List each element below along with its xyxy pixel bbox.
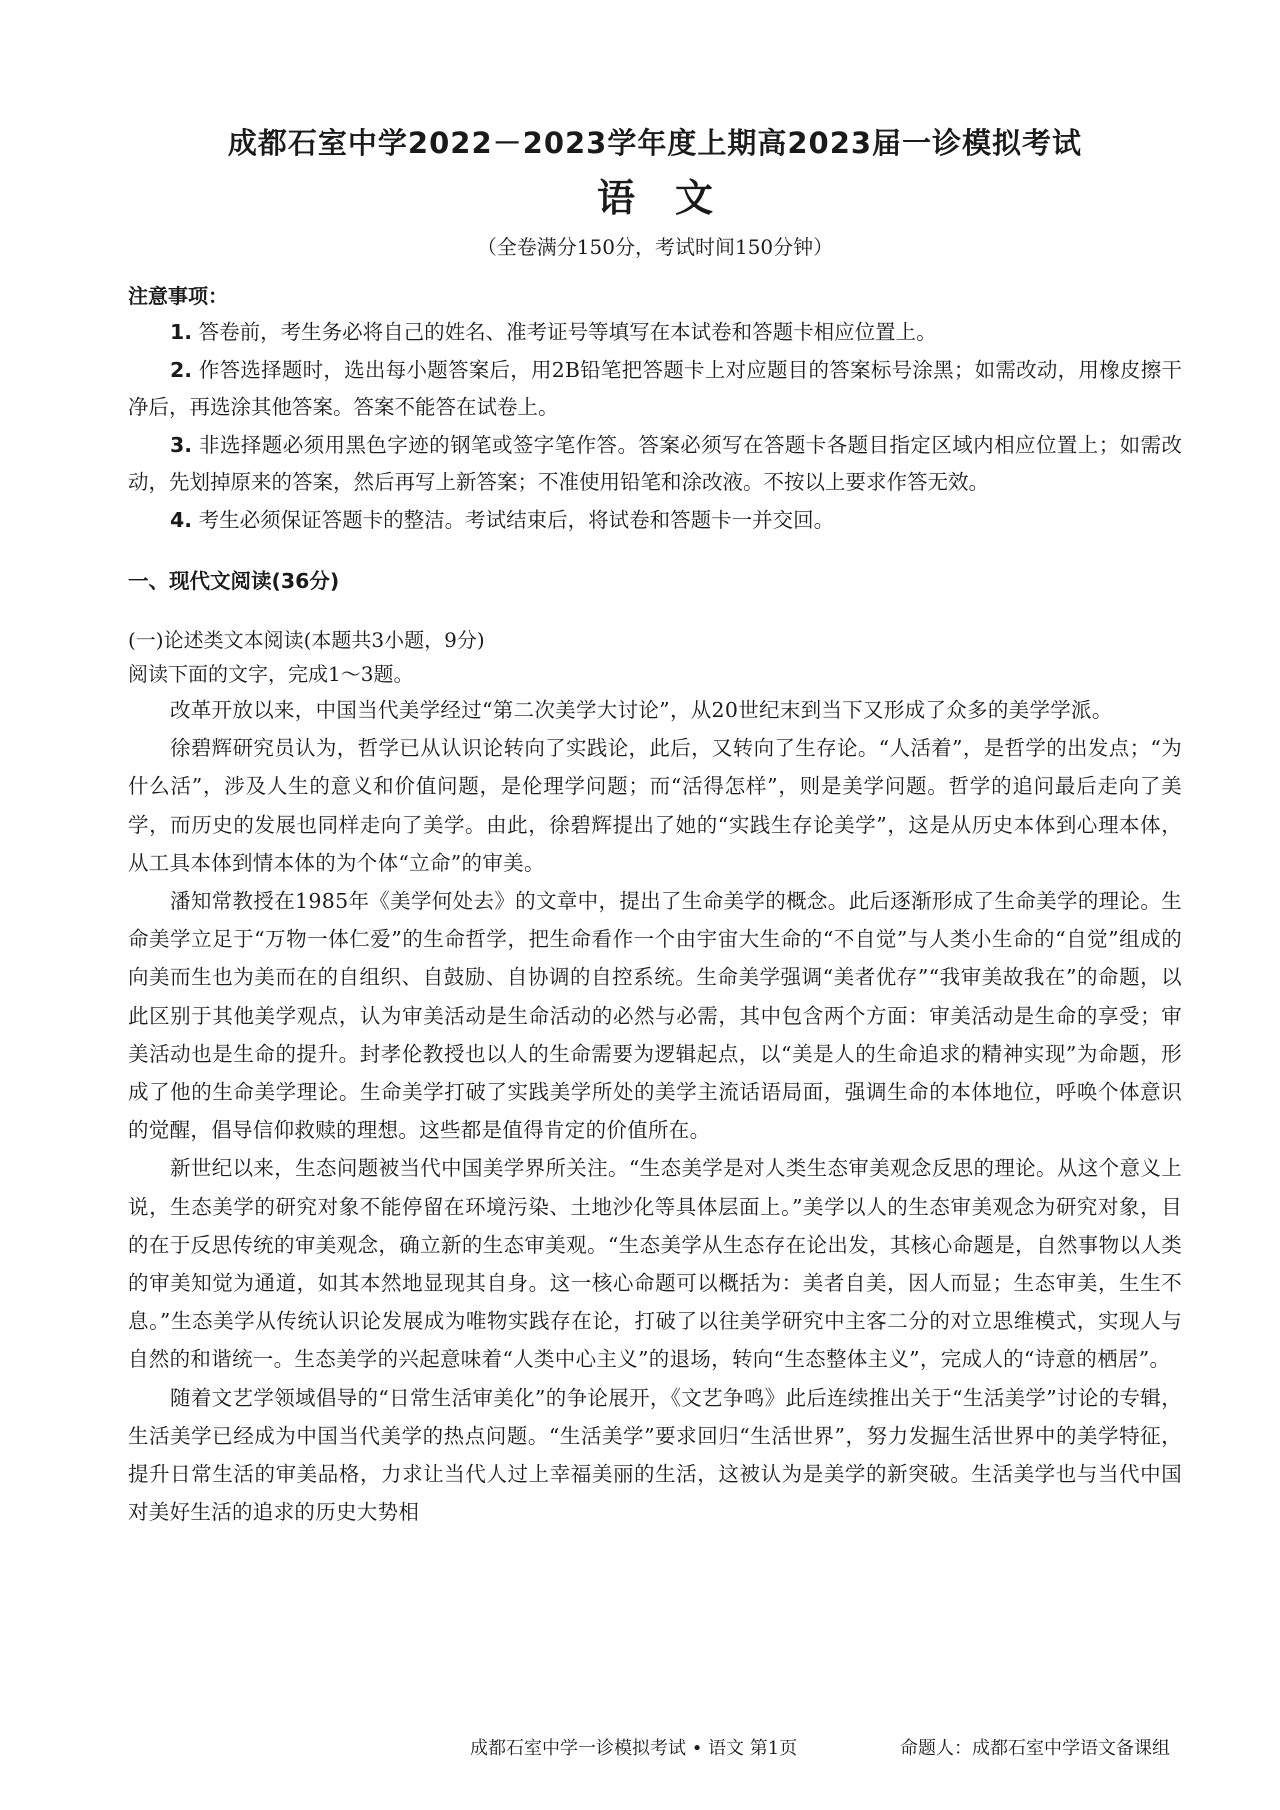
notice-item-text: 作答选择题时，选出每小题答案后，用2B铅笔把答题卡上对应题目的答案标号涂黑；如需改动，用橡皮擦干净后，再选涂其他答案。答案不能答在试卷上。 bbox=[128, 357, 1182, 419]
notice-item-text: 答卷前，考生务必将自己的姓名、准考证号等填写在本试卷和答题卡相应位置上。 bbox=[198, 320, 937, 344]
notice-item-2 bbox=[128, 352, 1182, 427]
notice-item-text: 非选择题必须用黑色字迹的钢笔或签字笔作答。答案必须写在答题卡各题目指定区域内相应位置上；如需改动，先划掉原来的答案，然后再写上新答案；不准使用铅笔和涂改液。不按以上要求作答无效。 bbox=[128, 432, 1182, 494]
notice-item-text: 考生必须保证答题卡的整洁。考试结束后，将试卷和答题卡一并交回。 bbox=[198, 507, 835, 532]
notice-item-number: 1. bbox=[170, 320, 193, 344]
notice-heading: 注意事项： bbox=[128, 284, 228, 308]
sub-section-heading: (一)论述类文本阅读(本题共3小题，9分) bbox=[128, 628, 485, 652]
passage-paragraph: 改革开放以来，中国当代美学经过“第二次美学大讨论”，从20世纪末到当下又形成了众多的美学学派。 bbox=[170, 698, 1113, 722]
notice-item-number: 4. bbox=[170, 507, 193, 532]
notice-item-number: 2. bbox=[170, 357, 193, 382]
exam-title: 成都石室中学2022－2023学年度上期高2023届一诊模拟考试 bbox=[227, 126, 1083, 160]
subject-title: 语文 bbox=[596, 176, 753, 220]
passage-paragraph: 徐碧辉研究员认为，哲学已从认识论转向了实践论，此后，又转向了生存论。“人活着”，是哲学的出发点；“为什么活”，涉及人生的意义和价值问题，是伦理学问题；而“活得怎样”，则是美学问题。哲学的追问最后走向了美学，而历史的发展也同样走向了美学。由此，徐碧辉提出了她的“实践生存论美学”，这是从历史本体到心理本体，从工具本体到情本体的为个体“立命”的审美。 bbox=[128, 736, 1182, 875]
notice-item-number: 3. bbox=[170, 432, 193, 457]
notice-item-1 bbox=[128, 314, 1182, 352]
reading-instruction: 阅读下面的文字，完成1～3题。 bbox=[128, 662, 414, 686]
footer-author: 命题人：成都石室中学语文备课组 bbox=[900, 1738, 1170, 1759]
passage-paragraph: 新世纪以来，生态问题被当代中国美学界所关注。“生态美学是对人类生态审美观念反思的理论。从这个意义上说，生态美学的研究对象不能停留在环境污染、土地沙化等具体层面上。”美学以人的生态审美观念为研究对象，目的在于反思传统的审美观念，确立新的生态审美观。“生态美学从生态存在论出发，其核心命题是，自然事物以人类的审美知觉为通道，如其本然地显现其自身。这一核心命题可以概括为：美者自美，因人而显；生态审美，生生不息。”生态美学从传统认识论发展成为唯物实践存在论，打破了以往美学研究中主客二分的对立思维模式，实现人与自然的和谐统一。生态美学的兴起意味着“人类中心主义”的退场，转向“生态整体主义”，完成人的“诗意的栖居”。 bbox=[128, 1156, 1182, 1372]
notice-item-3 bbox=[128, 427, 1182, 502]
score-note: （全卷满分150分，考试时间150分钟） bbox=[476, 235, 834, 259]
passage-paragraph: 潘知常教授在1985年《美学何处去》的文章中，提出了生命美学的概念。此后逐渐形成了生命美学的理论。生命美学立足于“万物一体仁爱”的生命哲学，把生命看作一个由宇宙大生命的“不自觉”与人类小生命的“自觉”组成的向美而生也为美而在的自组织、自鼓励、自协调的自控系统。生命美学强调“美者优存”“我审美故我在”的命题，以此区别于其他美学观点，认为审美活动是生命活动的必然与必需，其中包含两个方面：审美活动是生命的享受；审美活动也是生命的提升。封孝伦教授也以人的生命需要为逻辑起点，以“美是人的生命追求的精神实现”为命题，形成了他的生命美学理论。生命美学打破了实践美学所处的美学主流话语局面，强调生命的本体地位，呼唤个体意识的觉醒，倡导信仰救赎的理想。这些都是值得肯定的价值所在。 bbox=[128, 889, 1182, 1143]
footer-page-info: 成都石室中学一诊模拟考试 • 语文 第1页 bbox=[470, 1738, 798, 1759]
reading-passage bbox=[128, 691, 1182, 1531]
section-heading: 一、现代文阅读(36分) bbox=[128, 569, 340, 593]
passage-paragraph: 随着文艺学领域倡导的“日常生活审美化”的争论展开，《文艺争鸣》此后连续推出关于“生活美学”讨论的专辑，生活美学已经成为中国当代美学的热点问题。“生活美学”要求回归“生活世界”，努力发掘生活世界中的美学特征，提升日常生活的审美品格，力求让当代人过上幸福美丽的生活，这被认为是美学的新突破。生活美学也与当代中国对美好生活的追求的历史大势相 bbox=[128, 1385, 1182, 1525]
notice-block bbox=[128, 278, 1182, 539]
notice-item-4 bbox=[128, 502, 1182, 540]
